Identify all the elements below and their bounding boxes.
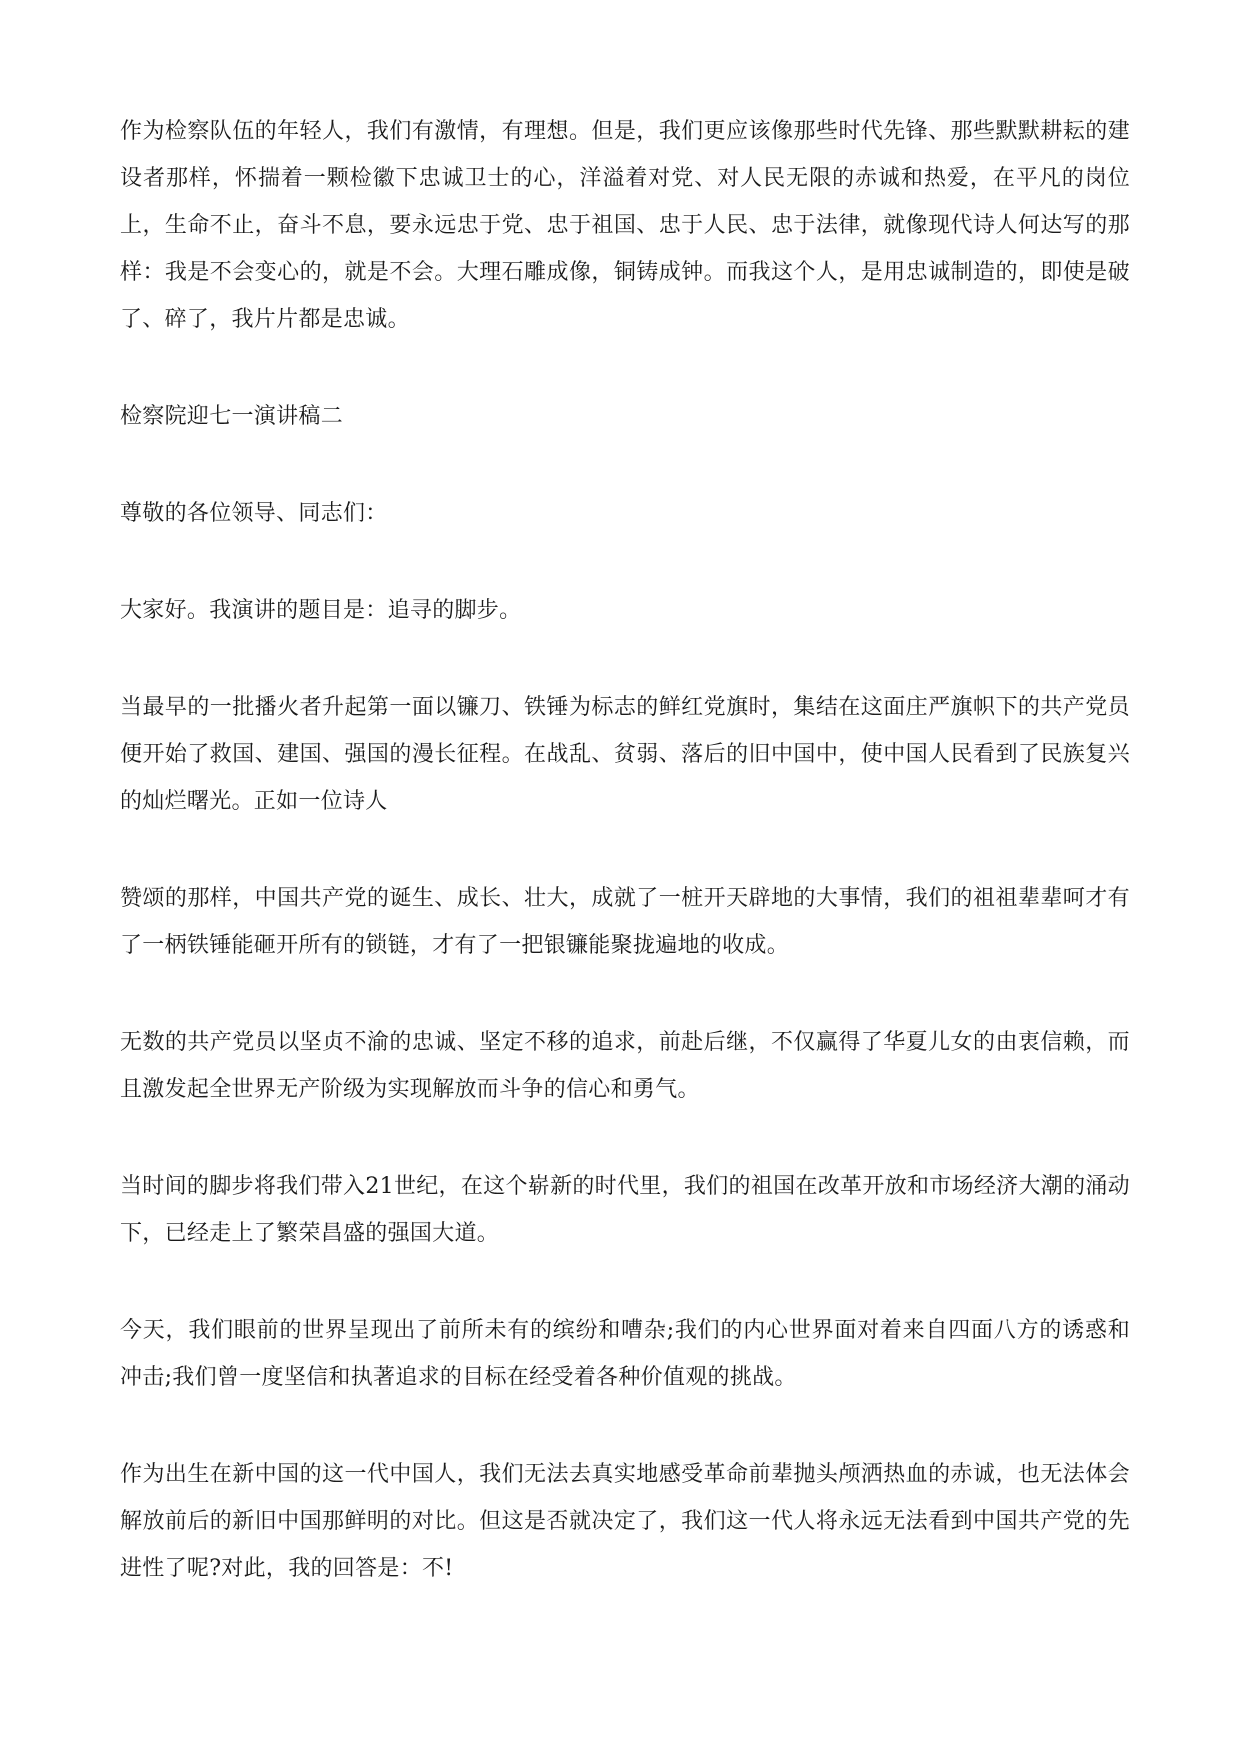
paragraph-spacer [120, 1257, 1130, 1307]
paragraph-party-members: 无数的共产党员以坚贞不渝的忠诚、坚定不移的追求，前赴后继，不仅赢得了华夏儿女的由衷信赖，而且激发起全世界无产阶级为实现解放而斗争的信心和勇气。 [120, 1030, 1130, 1102]
speech-topic: 大家好。我演讲的题目是：追寻的脚步。 [120, 598, 522, 623]
paragraph-spacer [120, 343, 1130, 393]
salutation: 尊敬的各位领导、同志们： [120, 501, 388, 526]
paragraph-spacer [120, 969, 1130, 1019]
speech-title: 检察院迎七一演讲稿二 [120, 404, 344, 429]
paragraph-spacer [120, 440, 1130, 490]
document-body [120, 108, 1130, 1592]
paragraph-spacer [120, 634, 1130, 684]
paragraph-party-flag: 当最早的一批播火者升起第一面以镰刀、铁锤为标志的鲜红党旗时，集结在这面庄严旗帜下的共产党员便开始了救国、建国、强国的漫长征程。在战乱、贫弱、落后的旧中国中，使中国人民看到了民族复兴的灿烂曙光。正如一位诗人 [120, 695, 1130, 814]
paragraph-spacer [120, 825, 1130, 875]
paragraph-spacer [120, 1113, 1130, 1163]
paragraph-21st-century: 当时间的脚步将我们带入21世纪，在这个崭新的时代里，我们的祖国在改革开放和市场经济大潮的涌动下，已经走上了繁荣昌盛的强国大道。 [120, 1174, 1130, 1246]
paragraph-loyalty: 作为检察队伍的年轻人，我们有激情，有理想。但是，我们更应该像那些时代先锋、那些默默耕耘的建设者那样，怀揣着一颗检徽下忠诚卫士的心，洋溢着对党、对人民无限的赤诚和热爱，在平凡的岗位上，生命不止，奋斗不息，要永远忠于党、忠于祖国、忠于人民、忠于法律，就像现代诗人何达写的那样：我是不会变心的，就是不会。大理石雕成像，铜铸成钟。而我这个人，是用忠诚制造的，即使是破了、碎了，我片片都是忠诚。 [120, 119, 1130, 332]
paragraph-spacer [120, 537, 1130, 587]
paragraph-new-generation: 作为出生在新中国的这一代中国人，我们无法去真实地感受革命前辈抛头颅洒热血的赤诚，也无法体会解放前后的新旧中国那鲜明的对比。但这是否就决定了，我们这一代人将永远无法看到中国共产党的先进性了呢?对此，我的回答是：不! [120, 1462, 1130, 1581]
paragraph-poet-praise: 赞颂的那样，中国共产党的诞生、成长、壮大，成就了一桩开天辟地的大事情，我们的祖祖辈辈呵才有了一柄铁锤能砸开所有的锁链，才有了一把银镰能聚拢遍地的收成。 [120, 886, 1130, 958]
paragraph-today: 今天，我们眼前的世界呈现出了前所未有的缤纷和嘈杂;我们的内心世界面对着来自四面八方的诱惑和冲击;我们曾一度坚信和执著追求的目标在经受着各种价值观的挑战。 [120, 1318, 1130, 1390]
paragraph-spacer [120, 1401, 1130, 1451]
